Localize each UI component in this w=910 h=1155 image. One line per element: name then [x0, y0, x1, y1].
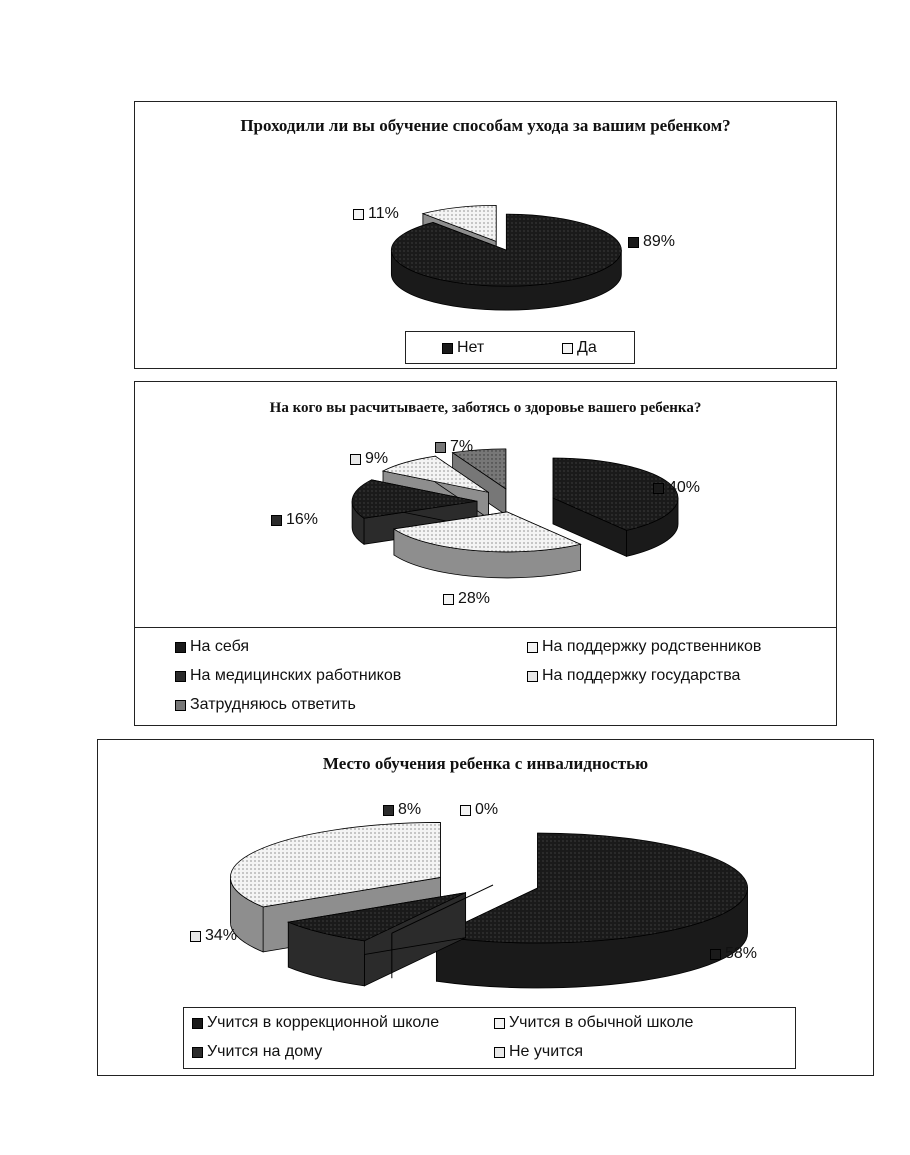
chart-care-reliance [134, 381, 837, 726]
legend-item-obychnaya: Учится в обычной школе [494, 1014, 693, 1032]
data-label-na-sebya: 40% [653, 479, 700, 497]
swatch-black [175, 642, 186, 653]
swatch-light [350, 454, 361, 465]
swatch-light [460, 805, 471, 816]
swatch-dark [383, 805, 394, 816]
legend-item-na-sebya: На себя [175, 638, 249, 656]
pie-chart-education-place [98, 740, 875, 1005]
data-label-ne-uchitsya: 34% [190, 927, 237, 945]
data-label-na-domu: 8% [383, 801, 421, 819]
legend [183, 1007, 796, 1069]
data-label-gosudarstvo: 9% [350, 450, 388, 468]
data-label-obychnaya: 0% [460, 801, 498, 819]
legend-item-zatrudnyayus: Затрудняюсь ответить [175, 696, 356, 714]
data-label-medrabotniki: 16% [271, 511, 318, 529]
chart-training [134, 101, 837, 369]
data-label-rodstvenniki: 28% [443, 590, 490, 608]
swatch-dark [175, 671, 186, 682]
legend-item-gosudarstvo: На поддержку государства [527, 667, 740, 685]
swatch-dark [271, 515, 282, 526]
legend-item-da: Да [562, 339, 597, 357]
pie-slice-korrektsionnaya [436, 833, 747, 988]
data-label-korrektsionnaya: 58% [710, 945, 757, 963]
swatch-light [494, 1018, 505, 1029]
data-label-net: 89% [628, 233, 675, 251]
swatch-light [443, 594, 454, 605]
swatch-black [442, 343, 453, 354]
chart-title: Проходили ли вы обучение способам ухода за вашим ребенком? [240, 116, 731, 135]
pie-slice-net [391, 214, 621, 310]
legend-item-net: Нет [442, 339, 484, 357]
legend [135, 627, 836, 725]
legend-item-rodstvenniki: На поддержку родственников [527, 638, 761, 656]
legend-item-korrektsionnaya: Учится в коррекционной школе [192, 1014, 439, 1032]
legend-item-medrabotniki: На медицинских работников [175, 667, 401, 685]
legend-item-na-domu: Учится на дому [192, 1043, 322, 1061]
swatch-black [710, 949, 721, 960]
swatch-light [527, 671, 538, 682]
swatch-light [562, 343, 573, 354]
swatch-light [494, 1047, 505, 1058]
pie-chart-training [135, 102, 838, 370]
legend-item-ne-uchitsya: Не учится [494, 1043, 583, 1061]
swatch-light [190, 931, 201, 942]
data-label-zatrudnyayus: 7% [435, 438, 473, 456]
swatch-light [527, 642, 538, 653]
swatch-dark [192, 1047, 203, 1058]
swatch-mid [175, 700, 186, 711]
swatch-mid [435, 442, 446, 453]
chart-education-place [97, 739, 874, 1076]
swatch-black [653, 483, 664, 494]
swatch-black [192, 1018, 203, 1029]
data-label-da: 11% [353, 205, 399, 223]
chart-title: Место обучения ребенка с инвалидностью [322, 754, 649, 773]
legend [405, 331, 635, 364]
swatch-black [628, 237, 639, 248]
swatch-light [353, 209, 364, 220]
chart-title: На кого вы расчитываете, заботясь о здоровье вашего ребенка? [269, 400, 702, 416]
